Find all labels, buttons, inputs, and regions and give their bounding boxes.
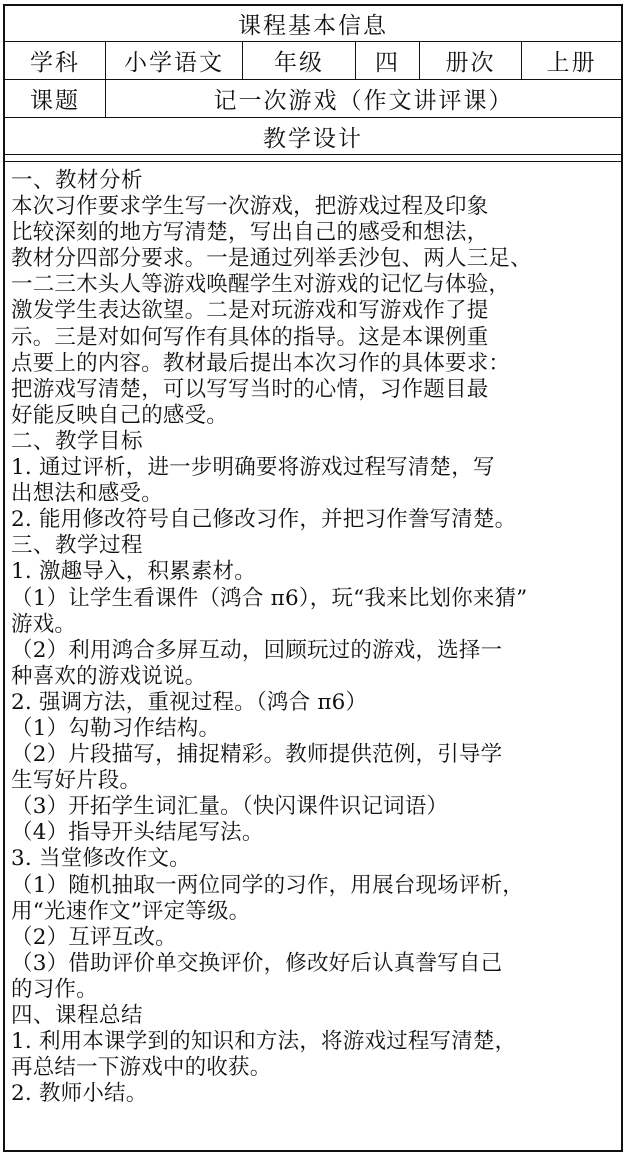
content-line: 一、教材分析 bbox=[11, 168, 144, 193]
basic-info-header: 课程基本信息 bbox=[238, 13, 388, 39]
topic-label: 课题 bbox=[5, 80, 106, 117]
volume-value: 上册 bbox=[546, 50, 597, 76]
content-line: （1）勾勒习作结构。 bbox=[11, 715, 221, 741]
spacer-row bbox=[5, 155, 621, 162]
info-row bbox=[5, 42, 621, 80]
content-line: （2）互评互改。 bbox=[11, 924, 177, 950]
content-line: （2）利用鸿合多屏互动，回顾玩过的游戏，选择一 bbox=[11, 637, 503, 663]
content-line: 把游戏写清楚，可以写写当时的心情，习作题目最 bbox=[11, 376, 489, 402]
content-line: （2）片段描写，捕捉精彩。教师提供范例，引导学 bbox=[11, 742, 503, 768]
volume-label: 册次 bbox=[420, 42, 522, 79]
lesson-content bbox=[5, 162, 621, 1107]
subject-label: 学科 bbox=[5, 42, 106, 79]
content-line: 二、教学目标 bbox=[11, 428, 144, 454]
content-line: （3）开拓学生词汇量。（快闪课件识记词语） bbox=[11, 794, 449, 820]
content-line: 点要上的内容。教材最后提出本次习作的具体要求： bbox=[11, 350, 511, 376]
content-line: （1）让学生看课件（鸿合 π6），玩“我来比划你来猜” bbox=[11, 585, 528, 611]
lesson-plan-table bbox=[3, 4, 623, 1152]
content-line: 2. 强调方法，重视过程。（鸿合 π6） bbox=[11, 689, 368, 715]
content-line: 示。三是对如何写作有具体的指导。这是本课例重 bbox=[11, 324, 489, 350]
content-line: 本次习作要求学生写一次游戏，把游戏过程及印象 bbox=[11, 194, 489, 220]
content-line: 游戏。 bbox=[11, 611, 77, 637]
grade-label: 年级 bbox=[243, 42, 356, 79]
topic-row bbox=[5, 80, 621, 118]
content-line: 好能反映自己的感受。 bbox=[11, 402, 229, 428]
subject-value: 小学语文 bbox=[106, 42, 243, 79]
content-line: 1. 激趣导入，积累素材。 bbox=[11, 559, 256, 585]
content-line: （4）指导开头结尾写法。 bbox=[11, 820, 264, 846]
content-line: 1. 通过评析，进一步明确要将游戏过程写清楚，写 bbox=[11, 455, 495, 481]
design-header: 教学设计 bbox=[263, 125, 363, 152]
content-line: 1. 利用本课学到的知识和方法，将游戏过程写清楚， bbox=[11, 1029, 517, 1055]
content-line: 一二三木头人等游戏唤醒学生对游戏的记忆与体验， bbox=[11, 272, 511, 298]
content-line: 3. 当堂修改作文。 bbox=[11, 846, 191, 872]
basic-info-header-row bbox=[5, 6, 621, 42]
content-line: 2. 教师小结。 bbox=[11, 1081, 148, 1107]
design-header-row bbox=[5, 118, 621, 155]
content-line: 种喜欢的游戏说说。 bbox=[11, 663, 207, 689]
content-line: 比较深刻的地方写清楚，写出自己的感受和想法， bbox=[11, 220, 489, 246]
content-line: 三、教学过程 bbox=[11, 533, 144, 559]
content-line: 的习作。 bbox=[11, 976, 98, 1002]
content-line: 生写好片段。 bbox=[11, 768, 142, 794]
topic-value: 记一次游戏（作文讲评课） bbox=[213, 88, 514, 114]
content-line: （3）借助评价单交换评价，修改好后认真誊写自己 bbox=[11, 950, 503, 976]
content-line: 教材分四部分要求。一是通过列举丢沙包、两人三足、 bbox=[11, 246, 532, 272]
content-line: 2. 能用修改符号自己修改习作，并把习作誊写清楚。 bbox=[11, 507, 517, 533]
grade-value: 四 bbox=[356, 42, 420, 79]
content-line: 出想法和感受。 bbox=[11, 481, 163, 507]
content-line: （1）随机抽取一两位同学的习作，用展台现场评析， bbox=[11, 872, 524, 898]
content-line: 激发学生表达欲望。二是对玩游戏和写游戏作了提 bbox=[11, 298, 489, 324]
content-line: 四、课程总结 bbox=[11, 1003, 144, 1028]
content-line: 用“光速作文”评定等级。 bbox=[11, 898, 251, 924]
content-line: 再总结一下游戏中的收获。 bbox=[11, 1055, 272, 1081]
